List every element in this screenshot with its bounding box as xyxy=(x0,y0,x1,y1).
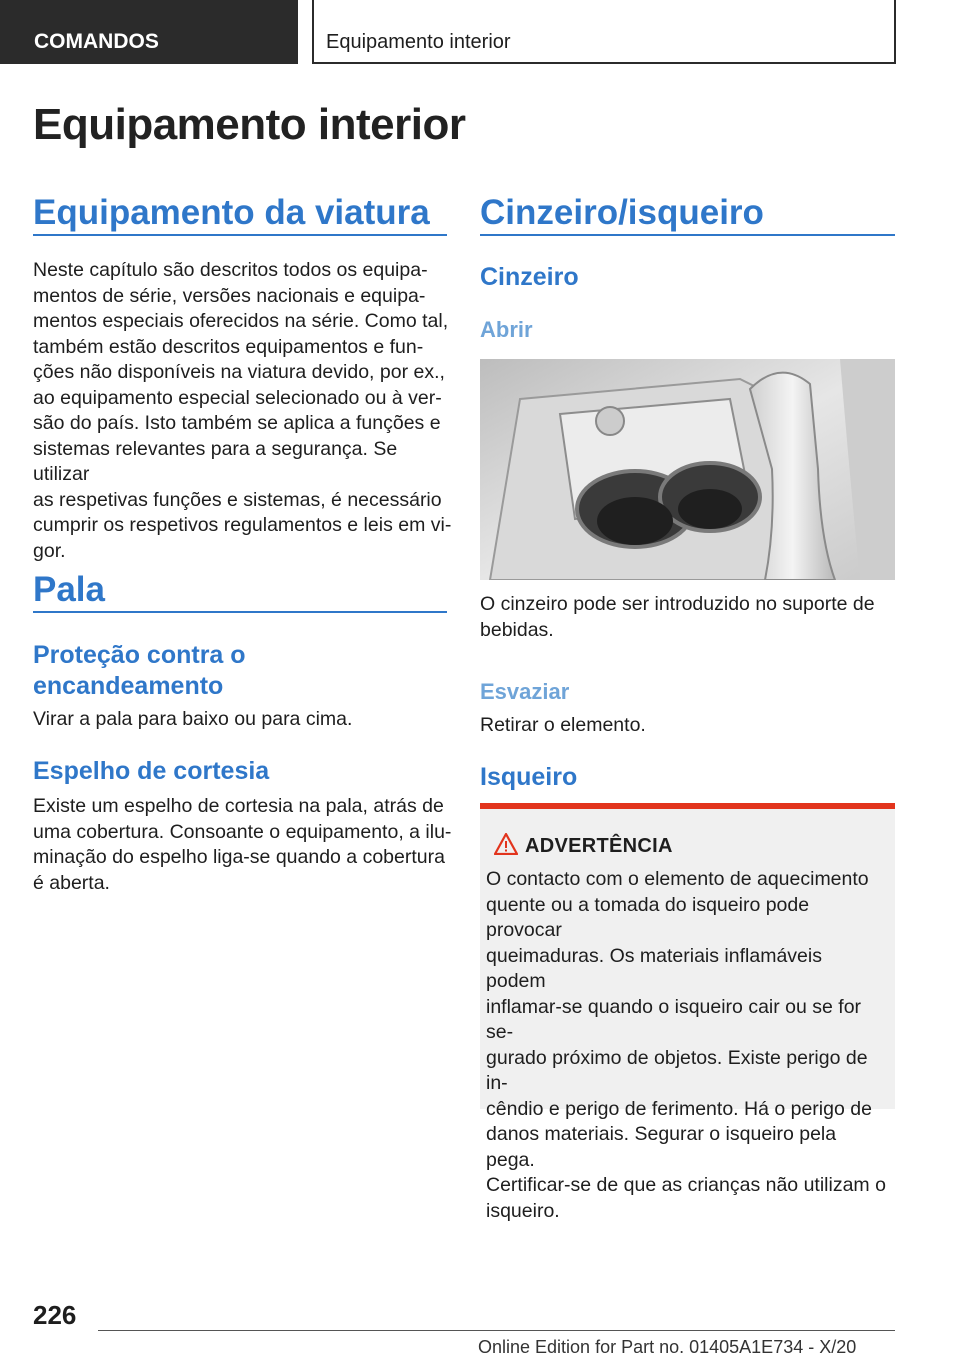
heading-protecao-encandeamento: Proteção contra o encandeamento xyxy=(33,641,246,700)
edition-note: Online Edition for Part no. 01405A1E734 - X/20 xyxy=(478,1337,857,1357)
ashtray-photo xyxy=(480,359,895,580)
heading-abrir: Abrir xyxy=(480,317,533,342)
heading-esvaziar: Esvaziar xyxy=(480,679,570,704)
chapter-tab: Equipamento interior xyxy=(312,0,896,64)
page-title: Equipamento interior xyxy=(33,100,466,149)
page-number: 226 xyxy=(33,1300,77,1330)
intro-paragraph: Neste capítulo são descritos todos os equipa‐ mentos de série, versões nacionais e equipa‐ mentos especiais oferecidos na série. Como tal, também estão descritos equipamentos e fun‐ ções não disponíveis na viatura devido, por ex., ao equipamento especial selecionado ou à ver‐ são do país. Isto também se aplica a funções e sistemas relevantes para a segurança. Se utilizar as respetivas funções e sistemas, é necessário cumprir os respetivos regulamentos e leis em vi‐ gor. xyxy=(33,259,452,562)
heading-rule xyxy=(33,611,447,613)
pala-text: Virar a pala para baixo ou para cima. xyxy=(33,708,353,730)
heading-pala: Pala xyxy=(33,570,105,609)
warning-text: O contacto com o elemento de aquecimento quente ou a tomada do isqueiro pode provocar queimaduras. Os materiais inflamáveis podem inflamar-se quando o isqueiro cair ou se for se‐ gurado próximo de objetos. Existe perigo de in‐ cêndio e perigo de ferimento. Há o perigo de danos materiais. Segurar o isqueiro pela pega. Certificar-se de que as crianças não utilizam o isqueiro. xyxy=(486,868,886,1222)
section-tab: COMANDOS xyxy=(0,0,298,64)
warning-title: ADVERTÊNCIA xyxy=(525,835,673,857)
heading-isqueiro: Isqueiro xyxy=(480,763,578,791)
espelho-paragraph: Existe um espelho de cortesia na pala, atrás de uma cobertura. Consoante o equipamento, a ilu‐ minação do espelho liga-se quando a cobertura é aberta. xyxy=(33,795,452,894)
heading-espelho-cortesia: Espelho de cortesia xyxy=(33,757,270,785)
cinzeiro-caption: O cinzeiro pode ser introduzido no suporte de bebidas. xyxy=(480,593,875,641)
ashtray-illustration xyxy=(480,359,895,580)
heading-equipamento-viatura: Equipamento da viatura xyxy=(33,193,430,232)
heading-rule xyxy=(480,234,895,236)
heading-cinzeiro: Cinzeiro xyxy=(480,263,579,291)
footer-rule xyxy=(98,1330,895,1331)
heading-rule xyxy=(33,234,447,236)
warning-triangle-icon xyxy=(494,833,518,855)
esvaziar-text: Retirar o elemento. xyxy=(480,714,646,736)
heading-cinzeiro-isqueiro: Cinzeiro/isqueiro xyxy=(480,193,764,232)
warning-box xyxy=(480,803,895,1222)
